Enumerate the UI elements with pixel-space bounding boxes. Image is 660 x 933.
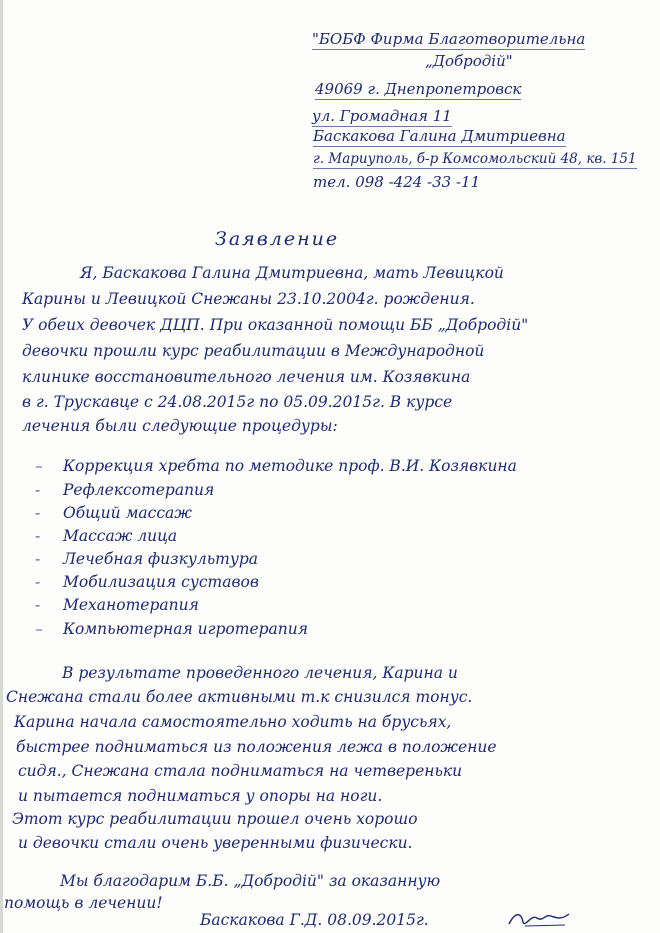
procedure-item: – Компьютерная игротерапия bbox=[35, 620, 309, 638]
intro-line-1: Я, Баскакова Галина Дмитриевна, мать Левицкой bbox=[80, 264, 504, 282]
address-line-3: 49069 г. Днепропетровск bbox=[315, 80, 522, 98]
intro-line-3: У обеих девочек ДЦП. При оказанной помощи ББ „Добродій" bbox=[22, 316, 529, 334]
intro-line-4: девочки прошли курс реабилитации в Международной bbox=[22, 342, 485, 360]
procedure-item: - Лечебная физкультура bbox=[35, 550, 258, 568]
address-line-6: г. Мариуполь, б-р Комсомольский 48, кв. 151 bbox=[313, 151, 637, 167]
result-line-6: и пытается подниматься у опоры на ноги. bbox=[18, 787, 383, 805]
document-title: Заявление bbox=[215, 228, 340, 250]
result-line-8: и девочки стали очень уверенными физически. bbox=[18, 834, 413, 852]
result-line-7: Этот курс реабилитации прошел очень хорошо bbox=[12, 810, 418, 828]
intro-line-2: Карины и Левицкой Снежаны 23.10.2004г. рождения. bbox=[22, 290, 475, 308]
procedure-item: – Коррекция хребта по методике проф. В.И. Козявкина bbox=[35, 457, 517, 475]
procedure-item: - Рефлексотерапия bbox=[35, 481, 215, 499]
procedure-item: - Мобилизация суставов bbox=[35, 573, 259, 591]
procedure-item: - Массаж лица bbox=[35, 527, 178, 545]
procedure-item: - Общий массаж bbox=[35, 504, 192, 522]
intro-line-5: клинике восстановительного лечения им. Козявкина bbox=[22, 368, 471, 386]
signature-line: Баскакова Г.Д. 08.09.2015г. bbox=[200, 911, 429, 929]
result-line-5: сидя., Снежана стала подниматься на четвереньки bbox=[18, 762, 463, 780]
intro-line-7: лечения были следующие процедуры: bbox=[22, 417, 338, 435]
procedure-item: - Механотерапия bbox=[35, 596, 199, 614]
intro-line-6: в г. Трускавце с 24.08.2015г по 05.09.2015г. В курсе bbox=[22, 393, 453, 411]
address-line-4: ул. Громадная 11 bbox=[312, 107, 452, 125]
address-line-5: Баскакова Галина Дмитриевна bbox=[313, 127, 566, 145]
result-line-3: Карина начала самостоятельно ходить на брусьях, bbox=[14, 713, 452, 731]
result-line-2: Снежана стали более активными т.к снизился тонус. bbox=[6, 688, 473, 706]
address-line-1: "БОБФ Фирма Благотворительна bbox=[312, 30, 586, 48]
address-line-7: тел. 098 -424 -33 -11 bbox=[313, 173, 481, 191]
page-edge-shadow bbox=[0, 0, 3, 933]
address-line-2: „Добродій" bbox=[425, 52, 513, 70]
signature-scribble bbox=[505, 908, 575, 930]
result-line-4: быстрее подниматься из положения лежа в положение bbox=[16, 738, 497, 756]
thanks-line-2: помощь в лечении! bbox=[4, 894, 163, 912]
thanks-line-1: Мы благодарим Б.Б. „Добродій" за оказанную bbox=[60, 872, 441, 890]
result-line-1: В результате проведенного лечения, Карина и bbox=[62, 664, 458, 682]
